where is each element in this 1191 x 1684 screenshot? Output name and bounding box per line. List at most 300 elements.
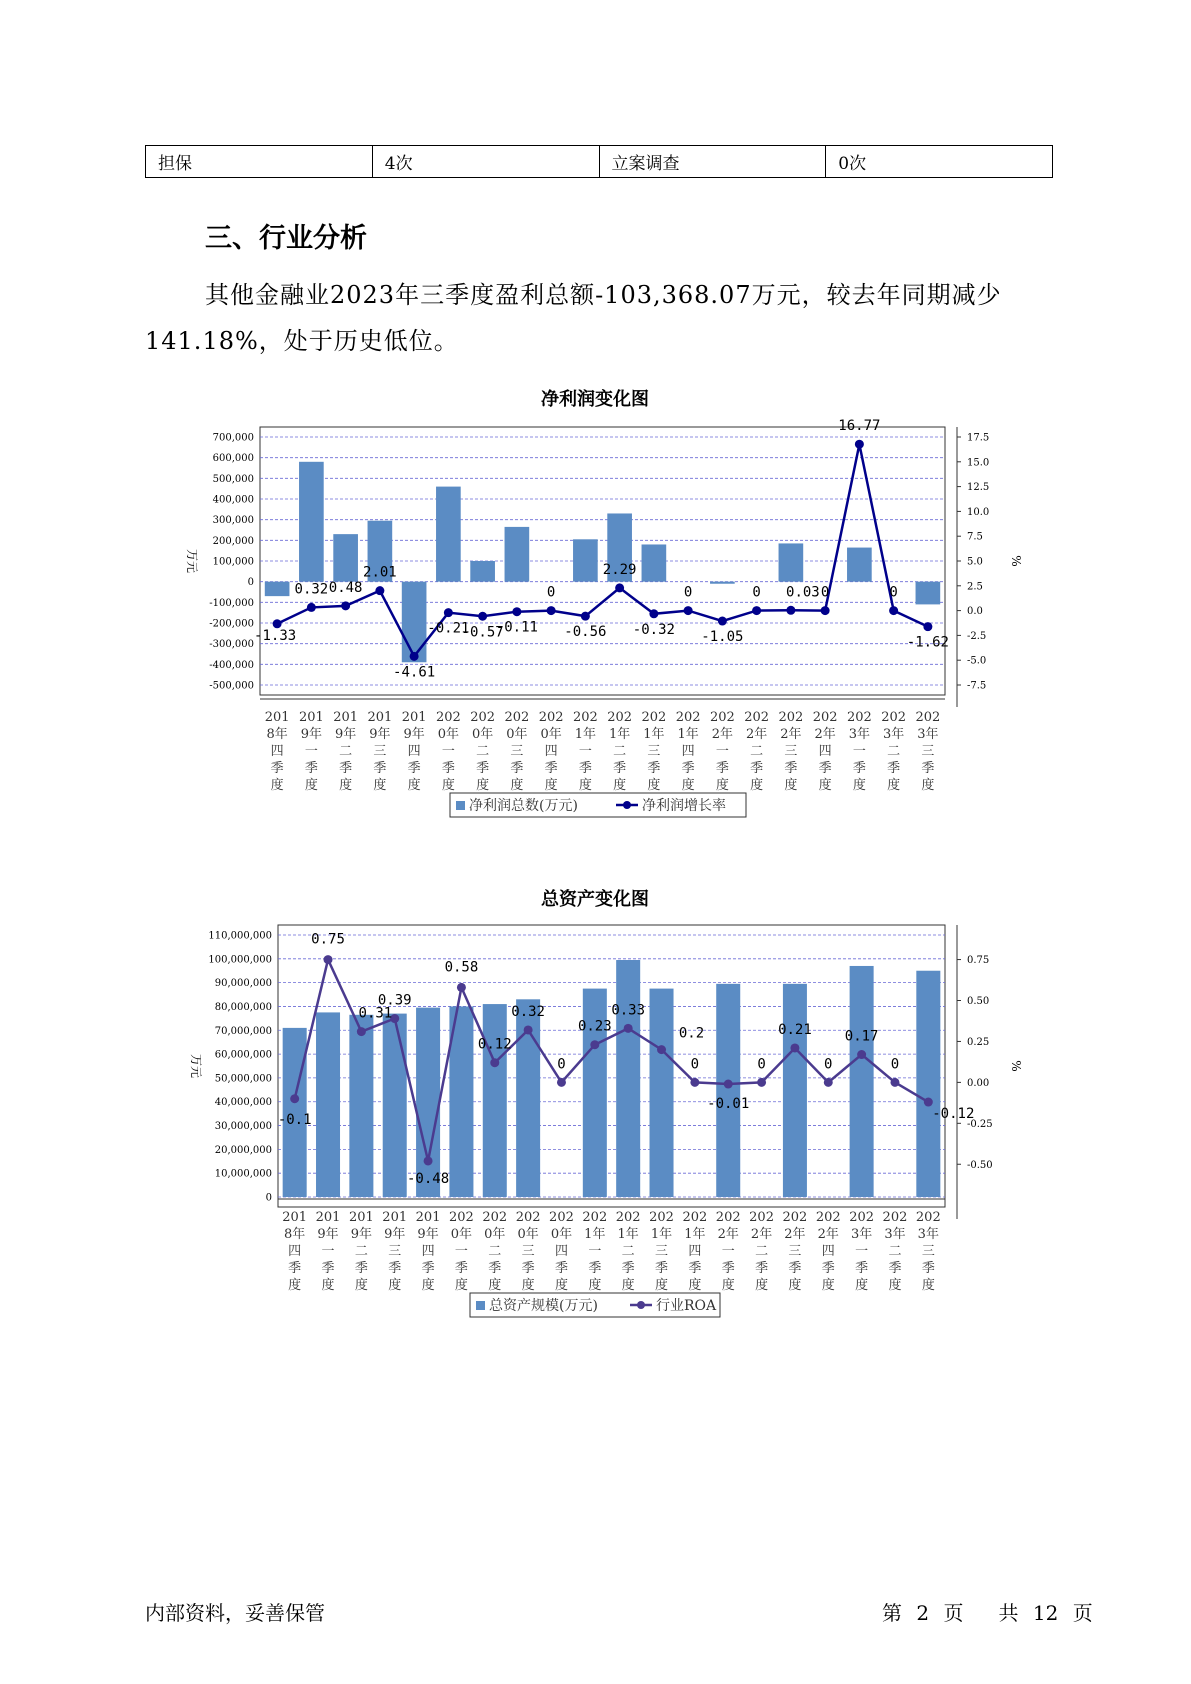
y-tick-label: 200,000	[212, 535, 254, 547]
x-tick-label: 季	[488, 1261, 502, 1276]
x-tick-label: 202	[715, 1210, 741, 1225]
x-tick-label: 季	[588, 1261, 602, 1276]
bar	[779, 543, 804, 581]
y2-tick-label: 10.0	[967, 506, 990, 518]
x-tick-label: 1年	[677, 727, 699, 742]
data-label: 0.17	[844, 1028, 879, 1045]
y2-tick-label: 0.50	[967, 996, 990, 1007]
y2-tick-label: 2.5	[967, 581, 983, 593]
x-tick-label: 1年	[608, 727, 631, 742]
x-tick-label: 0年	[517, 1227, 539, 1242]
data-label: 2.29	[602, 561, 637, 578]
x-tick-label: 一	[454, 1244, 468, 1259]
x-tick-label: 四	[544, 744, 558, 759]
x-tick-label: 1年	[617, 1227, 639, 1242]
line-point	[724, 1080, 733, 1089]
data-label: 0.2	[678, 1025, 705, 1042]
data-label: 0	[546, 584, 556, 601]
x-tick-label: 度	[715, 778, 729, 793]
x-tick-label: 202	[675, 710, 701, 725]
x-tick-label: 季	[655, 1261, 669, 1276]
line-point	[855, 440, 864, 449]
table-cell: 0次	[826, 146, 1053, 178]
x-tick-label: 0年	[450, 1227, 473, 1242]
x-tick-label: 2年	[780, 727, 802, 742]
line-point	[357, 1027, 366, 1036]
x-tick-label: 一	[721, 1244, 735, 1259]
x-tick-label: 度	[921, 778, 935, 793]
line-point	[690, 1078, 699, 1087]
y-tick-label: 80,000,000	[214, 1001, 272, 1013]
x-tick-label: 202	[482, 1210, 508, 1225]
data-label: -0.32	[632, 621, 675, 638]
x-tick-label: 度	[388, 1278, 402, 1293]
plot-frame	[278, 925, 945, 1207]
x-tick-label: 四	[421, 1244, 435, 1259]
x-tick-label: 度	[821, 1278, 835, 1293]
x-tick-label: 202	[515, 1210, 541, 1225]
x-tick-label: 202	[915, 1210, 941, 1225]
x-tick-label: 3年	[882, 727, 905, 742]
x-tick-label: 度	[321, 1278, 335, 1293]
table-row	[146, 146, 1053, 178]
x-tick-label: 度	[784, 778, 798, 793]
x-tick-label: 202	[782, 1210, 808, 1225]
x-tick-label: 202	[504, 710, 530, 725]
x-tick-label: 2年	[817, 1227, 839, 1242]
bar	[916, 971, 940, 1197]
x-tick-label: 1年	[650, 1227, 673, 1242]
data-label: 0	[752, 584, 761, 601]
y2-tick-label: 12.5	[967, 482, 990, 494]
x-tick-label: 度	[681, 778, 695, 793]
bar	[783, 984, 807, 1197]
x-tick-label: 度	[921, 1278, 935, 1293]
x-tick-label: 季	[554, 1261, 568, 1276]
x-tick-label: 三	[921, 744, 935, 759]
x-tick-label: 三	[655, 1244, 669, 1259]
data-label: -0.57	[461, 624, 504, 641]
data-label: 0	[683, 584, 693, 601]
x-tick-label: 1年	[643, 727, 665, 742]
x-tick-label: 8年	[284, 1227, 306, 1242]
x-tick-label: 201	[298, 710, 324, 725]
x-tick-label: 度	[755, 1278, 769, 1293]
x-tick-label: 202	[582, 1210, 608, 1225]
line-point	[923, 622, 932, 631]
x-tick-label: 度	[304, 778, 318, 793]
data-label: -1.33	[254, 627, 297, 644]
x-tick-label: 季	[544, 761, 558, 776]
x-tick-label: 度	[373, 778, 387, 793]
x-tick-label: 度	[288, 1278, 302, 1293]
line-point	[457, 983, 466, 992]
x-tick-label: 202	[572, 710, 598, 725]
x-tick-label: 0年	[540, 727, 562, 742]
x-tick-label: 四	[821, 1244, 835, 1259]
x-tick-label: 3年	[917, 1227, 939, 1242]
data-label: 0.39	[377, 992, 412, 1009]
x-tick-label: 202	[778, 710, 804, 725]
bar	[333, 534, 358, 582]
x-tick-label: 季	[270, 761, 284, 776]
x-tick-label: 季	[476, 761, 490, 776]
y-tick-label: 500,000	[212, 473, 254, 485]
line-point	[375, 586, 384, 595]
bar	[850, 966, 874, 1197]
x-tick-label: 季	[921, 1261, 935, 1276]
y-tick-label: 70,000,000	[214, 1025, 272, 1037]
y2-tick-label: -5.0	[967, 655, 987, 667]
x-tick-label: 202	[815, 1210, 841, 1225]
data-label: -0.56	[564, 624, 607, 641]
y-tick-label: 50,000,000	[214, 1073, 272, 1085]
data-label: -0.11	[495, 619, 538, 636]
x-tick-label: 季	[521, 1261, 535, 1276]
y2-tick-label: -0.25	[967, 1118, 993, 1130]
chart-title: 净利润变化图	[541, 389, 649, 410]
x-tick-label: 三	[647, 744, 661, 759]
x-tick-label: 季	[688, 1261, 702, 1276]
x-tick-label: 季	[921, 761, 935, 776]
x-tick-label: 季	[354, 1261, 368, 1276]
bar	[349, 1015, 373, 1197]
y2-axis-label: %	[1009, 1060, 1023, 1072]
x-tick-label: 202	[682, 1210, 708, 1225]
data-label: -4.61	[393, 664, 436, 681]
x-tick-label: 四	[818, 744, 832, 759]
x-tick-label: 度	[476, 778, 490, 793]
x-tick-label: 2年	[717, 1227, 739, 1242]
x-tick-label: 201	[333, 710, 359, 725]
x-tick-label: 9年	[317, 1227, 339, 1242]
table-cell: 立案调查	[599, 146, 826, 178]
x-tick-label: 度	[554, 1278, 568, 1293]
legend-swatch-point	[637, 1301, 645, 1309]
x-tick-label: 季	[855, 1261, 869, 1276]
x-tick-label: 四	[288, 1244, 302, 1259]
bar	[716, 984, 740, 1197]
y-tick-label: 40,000,000	[214, 1097, 272, 1109]
data-label: 0.23	[577, 1018, 612, 1035]
x-tick-label: 3年	[884, 1227, 906, 1242]
x-tick-label: 201	[282, 1210, 308, 1225]
chart-title: 总资产变化图	[541, 889, 649, 910]
bar	[483, 1004, 507, 1197]
x-tick-label: 2年	[784, 1227, 806, 1242]
x-tick-label: 季	[647, 761, 661, 776]
x-tick-label: 季	[788, 1261, 802, 1276]
x-tick-label: 三	[510, 744, 524, 759]
x-tick-label: 201	[315, 1210, 341, 1225]
x-tick-label: 季	[388, 1261, 402, 1276]
x-tick-label: 度	[521, 1278, 535, 1293]
x-tick-label: 季	[613, 761, 627, 776]
y-tick-label: 0	[247, 577, 254, 589]
y2-tick-label: 17.5	[967, 432, 990, 444]
bar	[573, 539, 598, 581]
x-tick-label: 202	[615, 1210, 641, 1225]
x-tick-label: 202	[470, 710, 496, 725]
x-tick-label: 度	[647, 778, 661, 793]
x-tick-label: 202	[846, 710, 872, 725]
total-assets-chart	[0, 885, 1191, 1345]
analysis-paragraph: 其他金融业2023年三季度盈利总额-103,368.07万元，较去年同期减少141.18%，处于历史低位。	[145, 281, 1002, 355]
x-tick-label: 度	[852, 778, 866, 793]
x-tick-label: 202	[812, 710, 838, 725]
x-tick-label: 季	[784, 761, 798, 776]
y-tick-label: 20,000,000	[214, 1144, 272, 1156]
data-label: 0.58	[444, 959, 479, 976]
data-label: 0	[690, 1056, 700, 1073]
x-tick-label: 9年	[403, 727, 425, 742]
bar	[710, 582, 735, 584]
legend-swatch-bar	[456, 801, 465, 810]
x-tick-label: 三	[388, 1244, 402, 1259]
x-tick-label: 度	[354, 1278, 368, 1293]
y-tick-label: 700,000	[212, 432, 254, 444]
bar	[436, 487, 461, 582]
x-tick-label: 度	[578, 778, 592, 793]
x-tick-label: 四	[681, 744, 695, 759]
x-tick-label: 三	[788, 1244, 802, 1259]
x-tick-label: 0年	[437, 727, 460, 742]
x-tick-label: 季	[755, 1261, 769, 1276]
line-point	[547, 606, 556, 615]
x-tick-label: 201	[367, 710, 393, 725]
bar	[299, 462, 324, 582]
x-tick-label: 一	[588, 1244, 602, 1259]
x-tick-label: 202	[849, 1210, 875, 1225]
x-tick-label: 一	[578, 744, 592, 759]
page-total: 12	[1032, 1601, 1059, 1625]
x-tick-label: 二	[476, 744, 490, 759]
line-point	[757, 1078, 766, 1087]
x-tick-label: 202	[641, 710, 667, 725]
line-point	[718, 617, 727, 626]
y-tick-label: -500,000	[209, 680, 254, 692]
y2-tick-label: -0.50	[967, 1159, 993, 1171]
x-tick-label: 季	[715, 761, 729, 776]
x-tick-label: 度	[788, 1278, 802, 1293]
x-tick-label: 202	[882, 1210, 908, 1225]
x-tick-label: 度	[688, 1278, 702, 1293]
page-total-prefix: 共	[998, 1601, 1019, 1625]
x-tick-label: 季	[821, 1261, 835, 1276]
y2-tick-label: 5.0	[967, 556, 983, 568]
line-point	[824, 1078, 833, 1087]
x-tick-label: 度	[407, 778, 421, 793]
x-tick-label: 9年	[334, 727, 357, 742]
x-tick-label: 二	[354, 1244, 368, 1259]
legend-label: 行业ROA	[656, 1298, 717, 1314]
x-tick-label: 一	[304, 744, 318, 759]
data-label: 0	[889, 584, 898, 601]
bar	[316, 1012, 340, 1197]
y2-tick-label: -7.5	[967, 680, 987, 692]
line-point	[657, 1045, 666, 1054]
data-label: -0.1	[277, 1111, 312, 1128]
legend-label: 总资产规模(万元)	[489, 1298, 598, 1314]
data-label: 0	[820, 584, 830, 601]
x-tick-label: 0年	[471, 727, 494, 742]
bar	[650, 989, 674, 1197]
x-tick-label: 2年	[745, 727, 768, 742]
y-tick-label: 100,000	[212, 556, 254, 568]
x-tick-label: 二	[621, 1244, 635, 1259]
x-tick-label: 季	[288, 1261, 302, 1276]
x-tick-label: 季	[852, 761, 866, 776]
x-tick-label: 一	[321, 1244, 335, 1259]
x-tick-label: 2年	[750, 1227, 773, 1242]
x-tick-label: 二	[755, 1244, 769, 1259]
x-tick-label: 度	[613, 778, 627, 793]
y-tick-label: 400,000	[212, 494, 254, 506]
y-tick-label: 300,000	[212, 515, 254, 527]
x-tick-label: 202	[649, 1210, 674, 1225]
data-label: 0.32	[294, 581, 329, 598]
y-tick-label: -300,000	[209, 639, 254, 651]
line-point	[889, 606, 898, 615]
data-label: 0.31	[358, 1005, 393, 1022]
x-tick-label: 一	[852, 744, 866, 759]
x-tick-label: 202	[449, 1210, 474, 1225]
y-tick-label: 60,000,000	[214, 1049, 272, 1061]
x-tick-label: 季	[407, 761, 421, 776]
line-point	[624, 1024, 633, 1033]
x-tick-label: 度	[510, 778, 524, 793]
x-tick-label: 201	[382, 1210, 408, 1225]
y-tick-label: 0	[265, 1192, 272, 1204]
x-tick-label: 202	[538, 710, 564, 725]
x-tick-label: 0年	[506, 727, 528, 742]
data-label: 0	[557, 1056, 566, 1073]
x-tick-label: 9年	[384, 1227, 406, 1242]
x-tick-label: 202	[915, 710, 941, 725]
line-point	[752, 606, 761, 615]
y-axis-label: 万元	[189, 1053, 203, 1079]
y2-tick-label: 15.0	[967, 457, 990, 469]
x-tick-label: 季	[681, 761, 695, 776]
x-tick-label: 2年	[711, 727, 734, 742]
y-tick-label: 10,000,000	[214, 1168, 272, 1180]
y-tick-label: 90,000,000	[214, 978, 272, 990]
line-point	[490, 1058, 499, 1067]
line-point	[790, 1043, 799, 1052]
x-tick-label: 201	[401, 710, 427, 725]
data-label: 16.77	[838, 418, 881, 435]
info-table	[145, 145, 1053, 178]
x-tick-label: 季	[818, 761, 832, 776]
x-tick-label: 四	[270, 744, 284, 759]
line-point	[444, 608, 453, 617]
y2-axis-label: %	[1009, 555, 1023, 567]
data-label: 0	[890, 1056, 900, 1073]
footer-confidential: 内部资料，妥善保管	[145, 1601, 325, 1625]
x-tick-label: 四	[554, 1244, 568, 1259]
data-label: 0.12	[477, 1036, 512, 1053]
data-label: 0	[757, 1056, 766, 1073]
x-tick-label: 二	[750, 744, 764, 759]
x-tick-label: 201	[348, 1210, 374, 1225]
table-cell: 担保	[146, 146, 373, 178]
legend-label: 净利润增长率	[642, 798, 726, 814]
x-tick-label: 1年	[584, 1227, 606, 1242]
x-tick-label: 一	[715, 744, 729, 759]
y-tick-label: -200,000	[209, 618, 254, 630]
line-point	[649, 609, 658, 618]
x-tick-label: 度	[655, 1278, 669, 1293]
x-tick-label: 季	[321, 1261, 335, 1276]
x-tick-label: 季	[887, 761, 901, 776]
y2-tick-label: 0.25	[967, 1036, 990, 1048]
x-tick-label: 9年	[350, 1227, 373, 1242]
line-point	[524, 1025, 533, 1034]
x-tick-label: 季	[373, 761, 387, 776]
x-tick-label: 一	[441, 744, 455, 759]
x-tick-label: 度	[721, 1278, 735, 1293]
x-tick-label: 三	[373, 744, 387, 759]
x-tick-label: 二	[887, 744, 901, 759]
data-label: 0.21	[778, 1021, 812, 1038]
bar	[616, 960, 640, 1197]
x-tick-label: 度	[270, 778, 284, 793]
data-label: 0.03	[786, 584, 820, 601]
x-tick-label: 季	[454, 1261, 468, 1276]
data-label: 0.48	[328, 579, 363, 596]
line-point	[857, 1050, 866, 1059]
x-tick-label: 1年	[574, 727, 597, 742]
x-tick-label: 季	[750, 761, 764, 776]
page-prefix: 第	[882, 1601, 902, 1625]
footer-page-number	[880, 1597, 1095, 1626]
bar	[505, 527, 530, 582]
line-point	[324, 955, 333, 964]
data-label: -1.05	[701, 629, 744, 646]
x-tick-label: 201	[415, 1210, 441, 1225]
line-point	[786, 606, 795, 615]
data-label: -1.62	[906, 634, 949, 651]
legend-swatch-point	[623, 801, 631, 809]
y2-tick-label: 0.00	[967, 1077, 990, 1089]
x-tick-label: 季	[578, 761, 592, 776]
y2-tick-label: 7.5	[967, 531, 983, 543]
x-tick-label: 3年	[917, 727, 939, 742]
page-total-unit: 页	[1072, 1601, 1093, 1625]
bar	[416, 1008, 440, 1197]
line-point	[290, 1094, 299, 1103]
x-tick-label: 度	[488, 1278, 502, 1293]
y2-tick-label: 0.0	[967, 606, 983, 618]
y2-tick-label: 0.75	[967, 955, 990, 967]
x-tick-label: 1年	[684, 1227, 706, 1242]
legend-label: 净利润总数(万元)	[469, 798, 578, 814]
data-label: -0.01	[707, 1096, 750, 1113]
x-tick-label: 0年	[550, 1227, 573, 1242]
line-point	[307, 603, 316, 612]
line-point	[890, 1078, 899, 1087]
line-point	[615, 583, 624, 592]
x-tick-label: 9年	[369, 727, 391, 742]
y-axis-label: 万元	[185, 548, 199, 574]
y-tick-label: -400,000	[209, 659, 254, 671]
data-label: 0.32	[511, 1003, 545, 1020]
x-tick-label: 季	[441, 761, 455, 776]
x-tick-label: 季	[339, 761, 353, 776]
line-point	[821, 606, 830, 615]
x-tick-label: 202	[549, 1210, 574, 1225]
y2-tick-label: -2.5	[967, 630, 987, 642]
